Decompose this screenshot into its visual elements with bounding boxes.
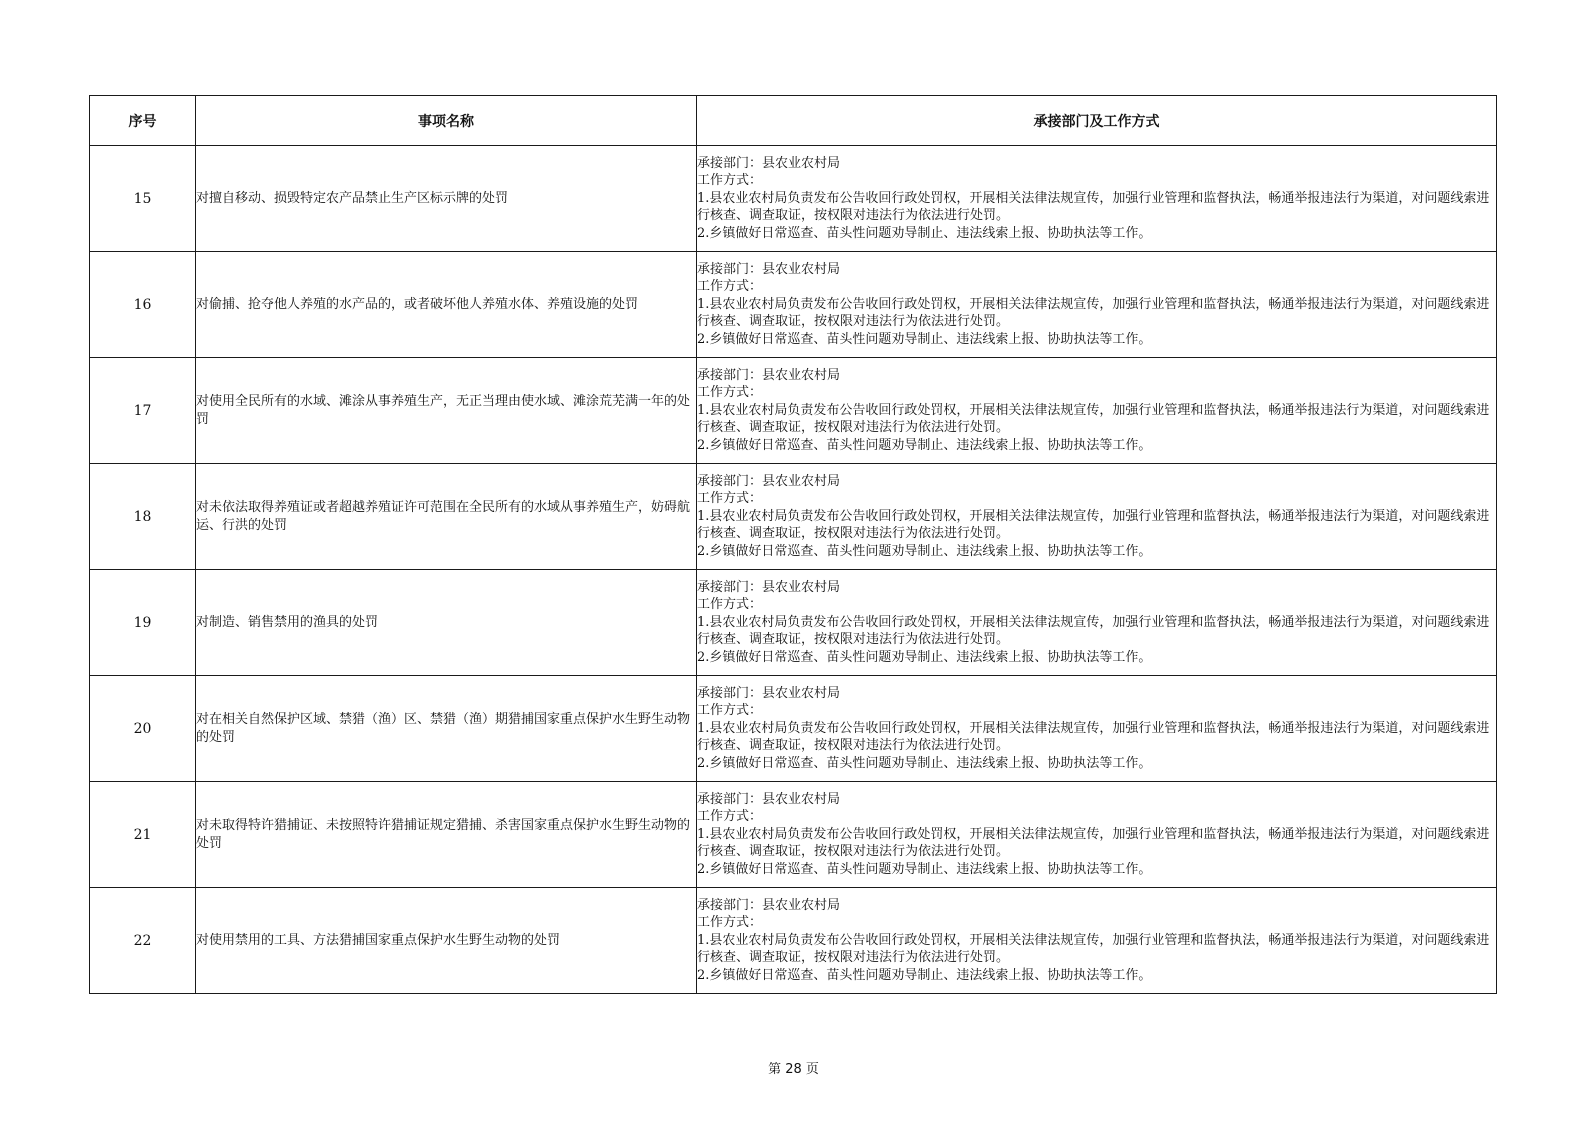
row-item-name: 对在相关自然保护区域、禁猎（渔）区、禁猎（渔）期猎捕国家重点保护水生野生动物的处罚 — [196, 676, 697, 782]
method-step: 1.县农业农村局负责发布公告收回行政处罚权，开展相关法律法规宣传，加强行业管理和监督执法，畅通举报违法行为渠道，对问题线索进行核查、调查取证，按权限对违法行为依法进行处罚。 — [697, 190, 1490, 224]
department-line: 承接部门：县农业农村局 — [697, 897, 841, 913]
table-row — [90, 252, 1497, 358]
method-step: 1.县农业农村局负责发布公告收回行政处罚权，开展相关法律法规宣传，加强行业管理和监督执法，畅通举报违法行为渠道，对问题线索进行核查、调查取证，按权限对违法行为依法进行处罚。 — [697, 508, 1490, 542]
method-label: 工作方式： — [697, 279, 763, 295]
table-row — [90, 782, 1497, 888]
row-serial-number: 18 — [90, 464, 196, 570]
method-step: 1.县农业农村局负责发布公告收回行政处罚权，开展相关法律法规宣传，加强行业管理和监督执法，畅通举报违法行为渠道，对问题线索进行核查、调查取证，按权限对违法行为依法进行处罚。 — [697, 826, 1490, 860]
row-department-method — [697, 252, 1497, 358]
header-serial-number: 序号 — [90, 96, 196, 146]
method-step: 2.乡镇做好日常巡查、苗头性问题劝导制止、违法线索上报、协助执法等工作。 — [697, 755, 1152, 771]
row-department-method — [697, 570, 1497, 676]
row-serial-number: 15 — [90, 146, 196, 252]
row-serial-number: 20 — [90, 676, 196, 782]
row-department-method — [697, 146, 1497, 252]
row-serial-number: 16 — [90, 252, 196, 358]
method-step: 2.乡镇做好日常巡查、苗头性问题劝导制止、违法线索上报、协助执法等工作。 — [697, 543, 1152, 559]
department-line: 承接部门：县农业农村局 — [697, 791, 841, 807]
row-item-name: 对未依法取得养殖证或者超越养殖证许可范围在全民所有的水域从事养殖生产，妨碍航运、行洪的处罚 — [196, 464, 697, 570]
method-step: 2.乡镇做好日常巡查、苗头性问题劝导制止、违法线索上报、协助执法等工作。 — [697, 649, 1152, 665]
method-label: 工作方式： — [697, 385, 763, 401]
page-number: 第 28 页 — [768, 1062, 819, 1077]
table-row — [90, 464, 1497, 570]
method-step: 2.乡镇做好日常巡查、苗头性问题劝导制止、违法线索上报、协助执法等工作。 — [697, 967, 1152, 983]
row-serial-number: 17 — [90, 358, 196, 464]
row-serial-number: 22 — [90, 888, 196, 994]
method-step: 1.县农业农村局负责发布公告收回行政处罚权，开展相关法律法规宣传，加强行业管理和监督执法，畅通举报违法行为渠道，对问题线索进行核查、调查取证，按权限对违法行为依法进行处罚。 — [697, 720, 1490, 754]
table-row — [90, 570, 1497, 676]
items-table — [89, 95, 1497, 994]
department-line: 承接部门：县农业农村局 — [697, 155, 841, 171]
row-serial-number: 19 — [90, 570, 196, 676]
row-item-name: 对使用全民所有的水域、滩涂从事养殖生产，无正当理由使水域、滩涂荒芜满一年的处罚 — [196, 358, 697, 464]
row-item-name: 对使用禁用的工具、方法猎捕国家重点保护水生野生动物的处罚 — [196, 888, 697, 994]
department-line: 承接部门：县农业农村局 — [697, 685, 841, 701]
row-item-name: 对偷捕、抢夺他人养殖的水产品的，或者破坏他人养殖水体、养殖设施的处罚 — [196, 252, 697, 358]
method-label: 工作方式： — [697, 703, 763, 719]
method-label: 工作方式： — [697, 491, 763, 507]
method-step: 2.乡镇做好日常巡查、苗头性问题劝导制止、违法线索上报、协助执法等工作。 — [697, 225, 1152, 241]
header-department-method: 承接部门及工作方式 — [697, 96, 1497, 146]
department-line: 承接部门：县农业农村局 — [697, 367, 841, 383]
method-step: 2.乡镇做好日常巡查、苗头性问题劝导制止、违法线索上报、协助执法等工作。 — [697, 861, 1152, 877]
method-step: 1.县农业农村局负责发布公告收回行政处罚权，开展相关法律法规宣传，加强行业管理和监督执法，畅通举报违法行为渠道，对问题线索进行核查、调查取证，按权限对违法行为依法进行处罚。 — [697, 402, 1490, 436]
method-step: 1.县农业农村局负责发布公告收回行政处罚权，开展相关法律法规宣传，加强行业管理和监督执法，畅通举报违法行为渠道，对问题线索进行核查、调查取证，按权限对违法行为依法进行处罚。 — [697, 614, 1490, 648]
row-item-name: 对擅自移动、损毁特定农产品禁止生产区标示牌的处罚 — [196, 146, 697, 252]
method-label: 工作方式： — [697, 809, 763, 825]
row-department-method — [697, 358, 1497, 464]
method-step: 1.县农业农村局负责发布公告收回行政处罚权，开展相关法律法规宣传，加强行业管理和监督执法，畅通举报违法行为渠道，对问题线索进行核查、调查取证，按权限对违法行为依法进行处罚。 — [697, 296, 1490, 330]
header-item-name: 事项名称 — [196, 96, 697, 146]
row-department-method — [697, 676, 1497, 782]
method-label: 工作方式： — [697, 597, 763, 613]
table-body — [90, 146, 1497, 994]
row-department-method — [697, 888, 1497, 994]
department-line: 承接部门：县农业农村局 — [697, 261, 841, 277]
table-row — [90, 888, 1497, 994]
method-step: 1.县农业农村局负责发布公告收回行政处罚权，开展相关法律法规宣传，加强行业管理和监督执法，畅通举报违法行为渠道，对问题线索进行核查、调查取证，按权限对违法行为依法进行处罚。 — [697, 932, 1490, 966]
row-department-method — [697, 782, 1497, 888]
department-line: 承接部门：县农业农村局 — [697, 473, 841, 489]
method-step: 2.乡镇做好日常巡查、苗头性问题劝导制止、违法线索上报、协助执法等工作。 — [697, 331, 1152, 347]
row-item-name: 对未取得特许猎捕证、未按照特许猎捕证规定猎捕、杀害国家重点保护水生野生动物的处罚 — [196, 782, 697, 888]
row-department-method — [697, 464, 1497, 570]
method-step: 2.乡镇做好日常巡查、苗头性问题劝导制止、违法线索上报、协助执法等工作。 — [697, 437, 1152, 453]
department-line: 承接部门：县农业农村局 — [697, 579, 841, 595]
method-label: 工作方式： — [697, 173, 763, 189]
row-item-name: 对制造、销售禁用的渔具的处罚 — [196, 570, 697, 676]
table-row — [90, 676, 1497, 782]
header-row — [90, 96, 1497, 146]
row-serial-number: 21 — [90, 782, 196, 888]
table-row — [90, 146, 1497, 252]
table-row — [90, 358, 1497, 464]
method-label: 工作方式： — [697, 915, 763, 931]
